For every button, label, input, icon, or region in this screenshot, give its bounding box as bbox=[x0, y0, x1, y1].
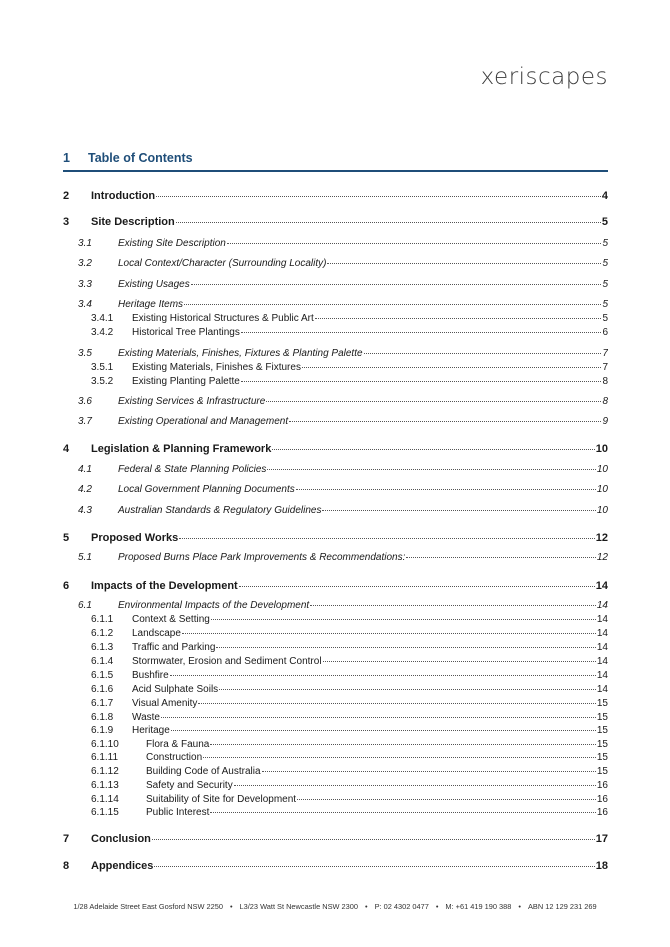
toc-entry-number: 4 bbox=[63, 443, 70, 455]
toc-entry[interactable] bbox=[91, 313, 608, 324]
toc-entry[interactable] bbox=[91, 807, 608, 818]
toc-entry-page: 5 bbox=[601, 216, 608, 228]
toc-heading-number: 1 bbox=[63, 151, 70, 165]
toc-entry-leader bbox=[182, 632, 596, 634]
toc-entry-page: 16 bbox=[596, 780, 608, 791]
toc-entry-page: 14 bbox=[596, 600, 608, 611]
toc-entry-page: 15 bbox=[596, 725, 608, 736]
toc-entry-title: Environmental Impacts of the Development bbox=[118, 600, 310, 611]
toc-entry[interactable] bbox=[91, 698, 608, 709]
toc-entry[interactable] bbox=[78, 505, 608, 516]
toc-entry-title: Public Interest bbox=[146, 807, 210, 818]
footer-separator: • bbox=[518, 902, 521, 911]
toc-entry-leader bbox=[327, 262, 601, 264]
toc-entry-leader bbox=[191, 283, 602, 285]
toc-entry-title: Historical Tree Plantings bbox=[132, 327, 240, 338]
toc-entry-page: 5 bbox=[602, 238, 608, 249]
toc-entry-title: Impacts of the Development bbox=[91, 580, 238, 592]
toc-entry-page: 14 bbox=[596, 670, 608, 681]
toc-entry-leader bbox=[184, 303, 601, 305]
toc-entry-number: 7 bbox=[63, 833, 70, 845]
toc-entry-title: Suitability of Site for Development bbox=[146, 794, 297, 805]
toc-entry-page: 14 bbox=[596, 628, 608, 639]
toc-entry-page: 16 bbox=[596, 794, 608, 805]
toc-entry-leader bbox=[170, 674, 596, 676]
toc-entry-page: 14 bbox=[596, 614, 608, 625]
toc-entry-leader bbox=[262, 770, 596, 772]
toc-entry[interactable] bbox=[78, 258, 608, 269]
page-footer bbox=[0, 902, 670, 911]
toc-entry-number: 3.6 bbox=[78, 396, 92, 407]
toc-entry-number: 5.1 bbox=[78, 552, 92, 563]
toc-entry-title: Conclusion bbox=[91, 833, 151, 845]
toc-entry-leader bbox=[210, 811, 596, 813]
toc-entry-leader bbox=[179, 537, 595, 539]
toc-entry[interactable] bbox=[91, 327, 608, 338]
toc-entry-page: 8 bbox=[602, 376, 608, 387]
toc-entry[interactable] bbox=[91, 614, 608, 625]
toc-entry-leader bbox=[241, 331, 602, 333]
toc-entry-number: 6.1.14 bbox=[91, 794, 119, 805]
company-logo: xeriscapes bbox=[480, 64, 608, 90]
toc-entry-number: 6.1.11 bbox=[91, 752, 119, 763]
toc-entry-leader bbox=[323, 660, 596, 662]
toc-entry-leader bbox=[176, 221, 601, 223]
toc-entry-title: Local Government Planning Documents bbox=[118, 484, 295, 495]
toc-entry[interactable] bbox=[63, 443, 608, 455]
toc-entry[interactable] bbox=[78, 600, 608, 611]
toc-entry-page: 15 bbox=[596, 698, 608, 709]
toc-entry-page: 5 bbox=[602, 279, 608, 290]
toc-entry-title: Existing Site Description bbox=[118, 238, 226, 249]
toc-entry-number: 6.1.6 bbox=[91, 684, 114, 695]
toc-entry[interactable] bbox=[91, 712, 608, 723]
toc-entry-leader bbox=[210, 743, 596, 745]
toc-entry-page: 18 bbox=[595, 860, 608, 872]
toc-entry-title: Safety and Security bbox=[146, 780, 233, 791]
toc-entry[interactable] bbox=[91, 684, 608, 695]
toc-entry-title: Existing Materials, Finishes & Fixtures bbox=[132, 362, 301, 373]
toc-entry-number: 6 bbox=[63, 580, 70, 592]
toc-entry-page: 4 bbox=[601, 190, 608, 202]
toc-entry-number: 3.5.2 bbox=[91, 376, 114, 387]
toc-entry[interactable] bbox=[91, 656, 608, 667]
toc-entry-page: 14 bbox=[596, 684, 608, 695]
toc-entry[interactable] bbox=[78, 484, 608, 495]
toc-entry-number: 6.1.9 bbox=[91, 725, 114, 736]
toc-entry-title: Waste bbox=[132, 712, 160, 723]
footer-phone: P: 02 4302 0477 bbox=[374, 902, 429, 911]
toc-entry[interactable] bbox=[91, 362, 608, 373]
toc-entry-title: Existing Usages bbox=[118, 279, 190, 290]
toc-entry[interactable] bbox=[78, 299, 608, 310]
toc-entry-number: 6.1.4 bbox=[91, 656, 114, 667]
toc-entry-page: 14 bbox=[596, 642, 608, 653]
toc-entry-leader bbox=[266, 400, 601, 402]
toc-entry-title: Construction bbox=[146, 752, 203, 763]
toc-entry-number: 8 bbox=[63, 860, 70, 872]
toc-entry[interactable] bbox=[63, 580, 608, 592]
toc-entry-number: 4.1 bbox=[78, 464, 92, 475]
toc-entry-page: 15 bbox=[596, 739, 608, 750]
toc-entry-leader bbox=[322, 509, 595, 511]
toc-entry-leader bbox=[154, 865, 594, 867]
toc-entry-leader bbox=[310, 604, 596, 606]
toc-entry[interactable] bbox=[78, 396, 608, 407]
toc-entry-page: 15 bbox=[596, 712, 608, 723]
toc-entry[interactable] bbox=[91, 376, 608, 387]
toc-entry-page: 15 bbox=[596, 752, 608, 763]
toc-entry-page: 16 bbox=[596, 807, 608, 818]
toc-entry[interactable] bbox=[78, 464, 608, 475]
toc-entry[interactable] bbox=[91, 725, 608, 736]
toc-entry[interactable] bbox=[91, 628, 608, 639]
toc-entry-leader bbox=[156, 195, 601, 197]
toc-entry-title: Acid Sulphate Soils bbox=[132, 684, 219, 695]
toc-entry-title: Federal & State Planning Policies bbox=[118, 464, 267, 475]
toc-entry-title: Proposed Works bbox=[91, 532, 179, 544]
footer-address-newcastle: L3/23 Watt St Newcastle NSW 2300 bbox=[239, 902, 358, 911]
toc-entry-page: 12 bbox=[596, 552, 608, 563]
toc-entry[interactable] bbox=[78, 348, 608, 359]
toc-entry-page: 14 bbox=[595, 580, 608, 592]
toc-entry-number: 4.3 bbox=[78, 505, 92, 516]
toc-entry-number: 6.1 bbox=[78, 600, 92, 611]
toc-entry[interactable] bbox=[63, 860, 608, 872]
toc-entry-page: 10 bbox=[596, 464, 608, 475]
footer-mobile: M: +61 419 190 388 bbox=[445, 902, 512, 911]
toc-entry-number: 5 bbox=[63, 532, 70, 544]
toc-entry-title: Appendices bbox=[91, 860, 154, 872]
toc-entry[interactable] bbox=[91, 642, 608, 653]
toc-entry-number: 6.1.3 bbox=[91, 642, 114, 653]
toc-entry-number: 3.4.2 bbox=[91, 327, 114, 338]
toc-entry-number: 3.3 bbox=[78, 279, 92, 290]
toc-entry-leader bbox=[267, 468, 595, 470]
toc-entry[interactable] bbox=[63, 190, 608, 202]
toc-entry-leader bbox=[297, 798, 596, 800]
toc-entry-title: Context & Setting bbox=[132, 614, 210, 625]
toc-entry-title: Legislation & Planning Framework bbox=[91, 443, 272, 455]
toc-entry[interactable] bbox=[78, 416, 608, 427]
toc-entry-leader bbox=[289, 420, 601, 422]
toc-entry-page: 5 bbox=[602, 313, 608, 324]
toc-entry-title: Existing Operational and Management bbox=[118, 416, 289, 427]
toc-entry[interactable] bbox=[91, 766, 608, 777]
toc-entry-number: 3.4.1 bbox=[91, 313, 114, 324]
toc-entry-page: 10 bbox=[595, 443, 608, 455]
toc-entry-title: Heritage bbox=[132, 725, 170, 736]
toc-entry-title: Existing Services & Infrastructure bbox=[118, 396, 266, 407]
toc-entry-page: 7 bbox=[602, 362, 608, 373]
toc-entry-page: 8 bbox=[602, 396, 608, 407]
toc-entry-leader bbox=[302, 366, 601, 368]
toc-entry-page: 14 bbox=[596, 656, 608, 667]
toc-entry-number: 6.1.7 bbox=[91, 698, 114, 709]
footer-separator: • bbox=[364, 902, 368, 911]
toc-entry-leader bbox=[198, 702, 595, 704]
toc-entry-number: 6.1.8 bbox=[91, 712, 114, 723]
toc-entry-number: 6.1.15 bbox=[91, 807, 119, 818]
toc-entry-number: 3 bbox=[63, 216, 70, 228]
toc-entry-leader bbox=[161, 716, 596, 718]
toc-entry-number: 2 bbox=[63, 190, 70, 202]
toc-entry-leader bbox=[216, 646, 596, 648]
footer-abn: ABN 12 129 231 269 bbox=[527, 902, 597, 911]
toc-entry-page: 17 bbox=[595, 833, 608, 845]
toc-entry[interactable] bbox=[63, 532, 608, 544]
toc-entry-title: Local Context/Character (Surrounding Locality) bbox=[118, 258, 327, 269]
toc-entry-leader bbox=[406, 556, 596, 558]
toc-entry-number: 3.2 bbox=[78, 258, 92, 269]
toc-entry-title: Existing Planting Palette bbox=[132, 376, 240, 387]
toc-entry-leader bbox=[152, 838, 595, 840]
toc-entry-page: 5 bbox=[602, 258, 608, 269]
toc-entry[interactable] bbox=[78, 552, 608, 563]
toc-entry-title: Stormwater, Erosion and Sediment Control bbox=[132, 656, 322, 667]
toc-entry-leader bbox=[239, 585, 595, 587]
toc-entry-number: 6.1.10 bbox=[91, 739, 119, 750]
toc-entry-page: 7 bbox=[602, 348, 608, 359]
toc-entry-leader bbox=[241, 380, 602, 382]
toc-entry-page: 10 bbox=[596, 484, 608, 495]
toc-entry-title: Bushfire bbox=[132, 670, 169, 681]
toc-entry-title: Landscape bbox=[132, 628, 181, 639]
toc-entry-leader bbox=[364, 352, 602, 354]
toc-entry-leader bbox=[272, 448, 594, 450]
toc-entry[interactable] bbox=[63, 833, 608, 845]
toc-entry-title: Flora & Fauna bbox=[146, 739, 210, 750]
toc-entry-leader bbox=[315, 317, 602, 319]
toc-entry-title: Building Code of Australia bbox=[146, 766, 261, 777]
toc-entry[interactable] bbox=[91, 794, 608, 805]
toc-entry-number: 3.7 bbox=[78, 416, 92, 427]
toc-entry-leader bbox=[296, 488, 596, 490]
toc-entry-number: 6.1.12 bbox=[91, 766, 119, 777]
toc-entry-number: 3.1 bbox=[78, 238, 92, 249]
footer-separator: • bbox=[229, 902, 233, 911]
toc-entry-title: Existing Materials, Finishes, Fixtures & Planting Palette bbox=[118, 348, 363, 359]
toc-entry[interactable] bbox=[91, 780, 608, 791]
toc-entry[interactable] bbox=[91, 670, 608, 681]
toc-entry-number: 6.1.1 bbox=[91, 614, 114, 625]
toc-heading-title: Table of Contents bbox=[88, 151, 193, 165]
toc-entry-page: 6 bbox=[602, 327, 608, 338]
toc-entry[interactable] bbox=[91, 739, 608, 750]
toc-entry-number: 3.4 bbox=[78, 299, 92, 310]
toc-entry-number: 3.5 bbox=[78, 348, 92, 359]
toc-entry-title: Traffic and Parking bbox=[132, 642, 216, 653]
toc-entry-leader bbox=[227, 242, 602, 244]
toc-entry-leader bbox=[203, 756, 596, 758]
toc-entry[interactable] bbox=[63, 216, 608, 228]
toc-entry-number: 3.5.1 bbox=[91, 362, 114, 373]
toc-entry-page: 9 bbox=[602, 416, 608, 427]
footer-separator: • bbox=[435, 902, 439, 911]
toc-entry-title: Proposed Burns Place Park Improvements & Recommendations: bbox=[118, 552, 406, 563]
toc-entry-leader bbox=[219, 688, 596, 690]
toc-entry-leader bbox=[234, 784, 596, 786]
toc-entry[interactable] bbox=[78, 238, 608, 249]
toc-entry-page: 10 bbox=[596, 505, 608, 516]
footer-address-gosford: 1/28 Adelaide Street East Gosford NSW 2250 bbox=[73, 902, 223, 911]
toc-entry-title: Heritage Items bbox=[118, 299, 184, 310]
toc-entry-number: 6.1.5 bbox=[91, 670, 114, 681]
toc-entry-number: 6.1.2 bbox=[91, 628, 114, 639]
toc-entry-title: Site Description bbox=[91, 216, 175, 228]
toc-entry-page: 5 bbox=[602, 299, 608, 310]
toc-entry-number: 6.1.13 bbox=[91, 780, 119, 791]
toc-entry[interactable] bbox=[91, 752, 608, 763]
toc-entry-title: Visual Amenity bbox=[132, 698, 198, 709]
toc-entry-page: 12 bbox=[595, 532, 608, 544]
toc-entry-leader bbox=[171, 729, 596, 731]
toc-entry-page: 15 bbox=[596, 766, 608, 777]
toc-entry-title: Introduction bbox=[91, 190, 156, 202]
toc-entry-title: Existing Historical Structures & Public Art bbox=[132, 313, 314, 324]
toc-entry-number: 4.2 bbox=[78, 484, 92, 495]
toc-entry[interactable] bbox=[78, 279, 608, 290]
toc-entry-title: Australian Standards & Regulatory Guidelines bbox=[118, 505, 322, 516]
toc-entry-leader bbox=[211, 618, 596, 620]
